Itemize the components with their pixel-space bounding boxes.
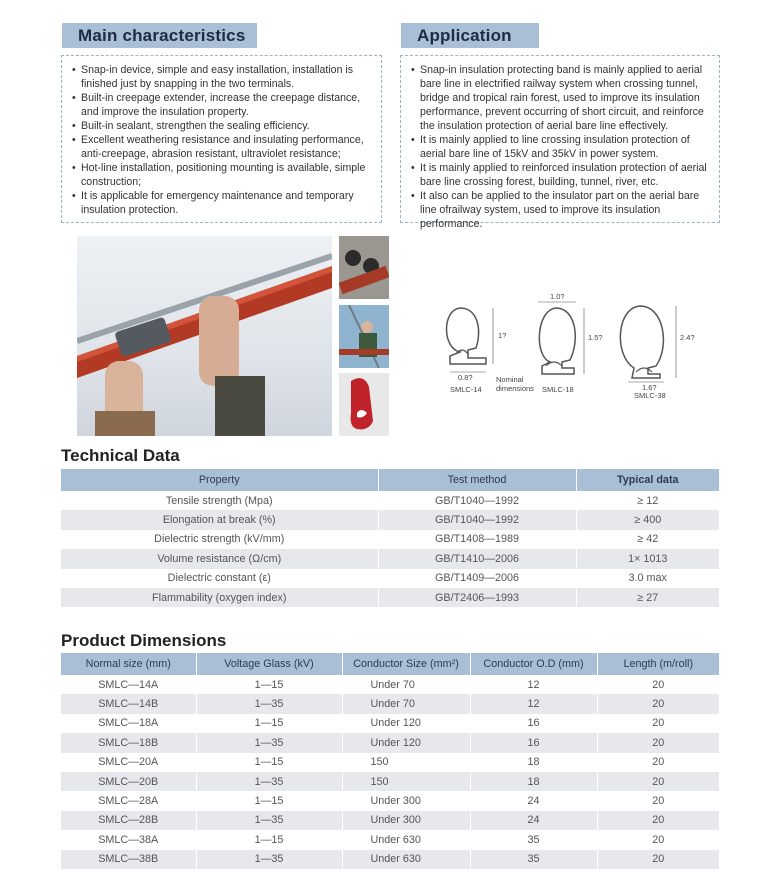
cell: 20 [597, 830, 719, 849]
cell: 20 [597, 772, 719, 791]
cell: Under 630 [342, 830, 470, 849]
main-characteristics-title: Main characteristics [62, 23, 257, 48]
cell: 20 [597, 675, 719, 694]
product-dimensions-table [61, 653, 719, 869]
table-row [61, 569, 719, 588]
cell: ≥ 27 [576, 588, 719, 607]
cell: ≥ 42 [576, 530, 719, 549]
column-header-conductor-size: Conductor Size (mm²) [342, 653, 470, 675]
table-row [61, 530, 719, 549]
cell: GB/T2406—1993 [378, 588, 576, 607]
cell: 150 [342, 772, 470, 791]
cell: 20 [597, 753, 719, 772]
column-header-conductor-od: Conductor O.D (mm) [470, 653, 597, 675]
table-row [61, 549, 719, 568]
smlc-38-width: 1.6? [642, 383, 657, 392]
table-row [61, 714, 719, 733]
cell: 1—15 [196, 675, 342, 694]
cell: 20 [597, 733, 719, 752]
list-item: • Snap-in device, simple and easy installation, installation is finished just by snapping in the two terminals. [72, 63, 373, 91]
list-item: • It is mainly applied to line crossing insulation protection of aerial bare line of 15kV and 35kV in power system. [411, 133, 711, 161]
cell: SMLC—38B [61, 850, 196, 869]
cell: 150 [342, 753, 470, 772]
smlc-14-width: 0.8? [458, 373, 473, 382]
technical-data-table [61, 469, 719, 607]
cell: GB/T1040—1992 [378, 510, 576, 529]
cell: Under 300 [342, 791, 470, 810]
list-item: • It also can be applied to the insulator part on the aerial bare line ofrailway system, used to improve its insulation performance. [411, 189, 711, 231]
cell: 1—35 [196, 850, 342, 869]
cell: 16 [470, 733, 597, 752]
cell: Under 120 [342, 714, 470, 733]
cell: 20 [597, 811, 719, 830]
cell: Under 630 [342, 850, 470, 869]
cell: 24 [470, 791, 597, 810]
list-item: • Excellent weathering resistance and insulating performance, anti-creepage, abrasion resistant, ultraviolet resistance; [72, 133, 373, 161]
application-box [400, 55, 720, 230]
cell: Dielectric strength (kV/mm) [61, 530, 378, 549]
cell: 1—35 [196, 811, 342, 830]
cell: SMLC—28A [61, 791, 196, 810]
list-item: • Built-in creepage extender, increase the creepage distance, and improve the insulation property. [72, 91, 373, 119]
cell: 35 [470, 830, 597, 849]
table-row [61, 753, 719, 772]
cell: SMLC—20A [61, 753, 196, 772]
cell: 24 [470, 811, 597, 830]
cell: Volume resistance (Ω/cm) [61, 549, 378, 568]
smlc-14-label: SMLC-14 [450, 385, 482, 394]
table-row [61, 850, 719, 869]
cell: SMLC—18A [61, 714, 196, 733]
cell: Under 120 [342, 733, 470, 752]
cell: Dielectric constant (ε) [61, 569, 378, 588]
smlc-38-profile [620, 306, 694, 400]
technical-data-heading: Technical Data [61, 446, 180, 465]
table-row [61, 830, 719, 849]
product-installation-photo [77, 236, 332, 436]
product-detail-photo-2 [339, 305, 389, 368]
cell: ≥ 400 [576, 510, 719, 529]
cell: SMLC—38A [61, 830, 196, 849]
product-dimensions-heading: Product Dimensions [61, 631, 227, 650]
table-row [61, 675, 719, 694]
cell: 1—15 [196, 791, 342, 810]
column-header-typical-data: Typical data [576, 469, 719, 491]
cell: 3.0 max [576, 569, 719, 588]
cell: 18 [470, 772, 597, 791]
list-item: • Hot-line installation, positioning mounting is available, simple construction; [72, 161, 373, 189]
product-cross-section-photo [339, 373, 389, 436]
smlc-38-height: 2.4? [680, 333, 695, 342]
column-header-voltage: Voltage Glass (kV) [196, 653, 342, 675]
table-row [61, 588, 719, 607]
cell: GB/T1040—1992 [378, 491, 576, 510]
cell: Under 70 [342, 694, 470, 713]
column-header-property: Property [61, 469, 378, 491]
cell: 18 [470, 753, 597, 772]
cell: ≥ 12 [576, 491, 719, 510]
smlc-18-profile [538, 292, 603, 394]
product-detail-photo-1 [339, 236, 389, 299]
cell: Flammability (oxygen index) [61, 588, 378, 607]
cell: SMLC—28B [61, 811, 196, 830]
column-header-length: Length (m/roll) [597, 653, 719, 675]
cell: 1—35 [196, 694, 342, 713]
main-characteristics-box [61, 55, 382, 223]
cell: 20 [597, 850, 719, 869]
cell: 1—35 [196, 772, 342, 791]
column-header-normal-size: Normal size (mm) [61, 653, 196, 675]
cell: 1—15 [196, 830, 342, 849]
cell: GB/T1409—2006 [378, 569, 576, 588]
application-title: Application [401, 23, 539, 48]
cell: 12 [470, 675, 597, 694]
smlc-18-label: SMLC-18 [542, 385, 574, 394]
cell: GB/T1408—1989 [378, 530, 576, 549]
nominal-dimensions-diagram [438, 290, 718, 400]
table-row [61, 491, 719, 510]
list-item: • Built-in sealant, strengthen the sealing efficiency. [72, 119, 373, 133]
cell: Under 300 [342, 811, 470, 830]
cell: 1—15 [196, 714, 342, 733]
column-header-test-method: Test method [378, 469, 576, 491]
cell: SMLC—20B [61, 772, 196, 791]
smlc-18-width: 1.0? [550, 292, 565, 301]
application-list [411, 63, 711, 231]
cell: SMLC—14B [61, 694, 196, 713]
cell: 16 [470, 714, 597, 733]
cell: 35 [470, 850, 597, 869]
smlc-38-label: SMLC-38 [634, 391, 666, 400]
nominal-dimensions-label: Nominal dimensions [496, 375, 534, 393]
table-row [61, 791, 719, 810]
cell: Elongation at break (%) [61, 510, 378, 529]
cell: 20 [597, 714, 719, 733]
cell: 1—15 [196, 753, 342, 772]
list-item: • It is applicable for emergency maintenance and temporary insulation protection. [72, 189, 373, 217]
list-item: • Snap-in insulation protecting band is mainly applied to aerial bare line in electrified railway system when crossing tunnel, bridge and tropical rain forest, used to improve its insulation performance, prevent occurring of short circuit, and reinforce the insulation protection of aerial bare line effectively. [411, 63, 711, 133]
cell: SMLC—18B [61, 733, 196, 752]
cell: 12 [470, 694, 597, 713]
cell: GB/T1410—2006 [378, 549, 576, 568]
cell: Tensile strength (Mpa) [61, 491, 378, 510]
smlc-18-height: 1.5? [588, 333, 603, 342]
cell: 1× 1013 [576, 549, 719, 568]
cell: SMLC—14A [61, 675, 196, 694]
cell: 1—35 [196, 733, 342, 752]
cell: 20 [597, 694, 719, 713]
table-row [61, 733, 719, 752]
list-item: • It is mainly applied to reinforced insulation protection of aerial bare line crossing forest, building, tunnel, river, etc. [411, 161, 711, 189]
table-row [61, 694, 719, 713]
cell: 20 [597, 791, 719, 810]
table-row [61, 772, 719, 791]
table-row [61, 510, 719, 529]
smlc-14-height: 1? [498, 331, 507, 340]
cell: Under 70 [342, 675, 470, 694]
table-row [61, 811, 719, 830]
main-characteristics-list [72, 63, 373, 217]
